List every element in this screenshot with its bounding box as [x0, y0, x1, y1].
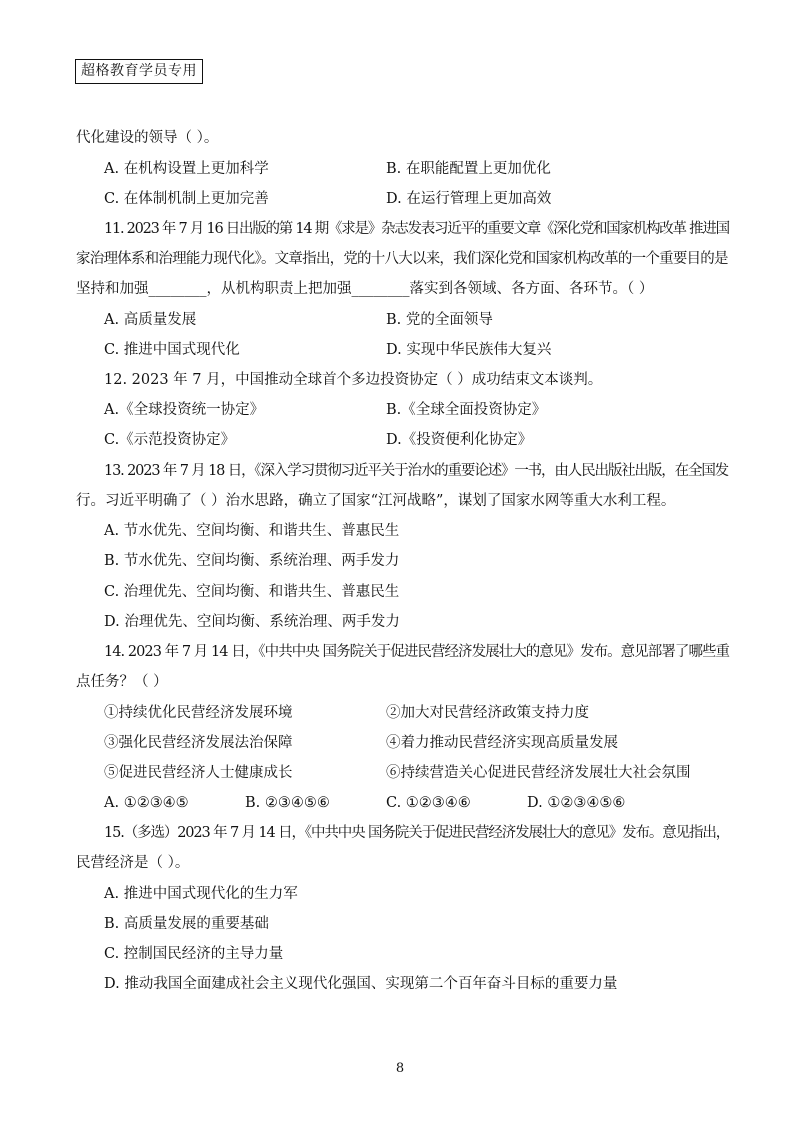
q14-item-4: ④着力推动民营经济实现高质量发展: [386, 735, 618, 751]
q10-option-b: B. 在职能配置上更加优化: [386, 161, 551, 177]
q11-option-a: A. 高质量发展: [104, 312, 197, 328]
q11-option-c: C. 推进中国式现代化: [104, 342, 240, 358]
q15-option-c: C. 控制国民经济的主导力量: [104, 946, 284, 962]
q14-option-c: C. ①②③④⑥: [386, 795, 471, 811]
q14-stem-line-2: 点任务？（ ）: [76, 674, 168, 690]
q14-item-6: ⑥持续营造关心促进民营经济发展壮大社会氛围: [386, 765, 691, 781]
q12-option-c: C.《示范投资协定》: [104, 432, 236, 448]
q14-option-d: D. ①②③④⑤⑥: [527, 795, 626, 811]
q14-option-b: B. ②③④⑤⑥: [245, 795, 330, 811]
q13-stem-line-2: 行。习近平明确了（ ）治水思路，确立了国家“江河战略”，谋划了国家水网等重大水利工程。: [76, 493, 676, 509]
q13-option-c: C. 治理优先、空间均衡、和谐共生、普惠民生: [104, 584, 400, 600]
q14-item-3: ③强化民营经济发展法治保障: [104, 735, 293, 751]
q12-stem: 12. 2023 年 7 月，中国推动全球首个多边投资协定（ ）成功结束文本谈判。: [104, 372, 603, 388]
q14-item-2: ②加大对民营经济政策支持力度: [386, 705, 589, 721]
q13-option-a: A. 节水优先、空间均衡、和谐共生、普惠民生: [104, 523, 400, 539]
q11-option-d: D. 实现中华民族伟大复兴: [386, 342, 552, 358]
q10-option-d: D. 在运行管理上更加高效: [386, 191, 552, 207]
q15-stem-line-1: 15.（多选）2023 年 7 月 14 日，《中共中央 国务院关于促进民营经济发展壮大的意见》发布。意见指出，: [104, 825, 730, 841]
q14-item-5: ⑤促进民营经济人士健康成长: [104, 765, 293, 781]
q15-option-b: B. 高质量发展的重要基础: [104, 916, 269, 932]
q15-option-a: A. 推进中国式现代化的生力军: [104, 886, 298, 902]
q10-option-c: C. 在体制机制上更加完善: [104, 191, 269, 207]
q11-stem-line-3: 坚持和加强________，从机构职责上把加强________落实到各领域、各方面、各环节。（ ）: [76, 281, 654, 297]
q12-option-d: D.《投资便利化协定》: [386, 432, 533, 448]
q11-stem-line-2: 家治理体系和治理能力现代化》。文章指出，党的十八大以来，我们深化党和国家机构改革的一个重要目的是: [76, 251, 728, 267]
watermark-stamp: 超格教育学员专用: [75, 59, 203, 84]
q15-option-d: D. 推动我国全面建成社会主义现代化强国、实现第二个百年奋斗目标的重要力量: [104, 976, 618, 992]
question-10-continuation: 代化建设的领导（ ）。: [76, 130, 219, 146]
q13-option-d: D. 治理优先、空间均衡、系统治理、两手发力: [104, 614, 400, 630]
q11-stem-line-1: 11. 2023 年 7 月 16 日出版的第 14 期《求是》杂志发表习近平的重要文章《深化党和国家机构改革 推进国: [104, 221, 729, 237]
q14-item-1: ①持续优化民营经济发展环境: [104, 705, 293, 721]
q13-stem-line-1: 13. 2023 年 7 月 18 日，《深入学习贯彻习近平关于治水的重要论述》一书，由人民出版社出版，在全国发: [104, 463, 729, 479]
q14-stem-line-1: 14. 2023 年 7 月 14 日，《中共中央 国务院关于促进民营经济发展壮大的意见》发布。意见部署了哪些重: [104, 644, 730, 660]
q15-stem-line-2: 民营经济是（ ）。: [76, 855, 190, 871]
q11-option-b: B. 党的全面领导: [386, 312, 493, 328]
q12-option-a: A.《全球投资统一协定》: [104, 402, 265, 418]
q10-option-a: A. 在机构设置上更加科学: [104, 161, 269, 177]
q13-option-b: B. 节水优先、空间均衡、系统治理、两手发力: [104, 553, 400, 569]
q12-option-b: B.《全球全面投资协定》: [386, 402, 547, 418]
q14-option-a: A. ①②③④⑤: [104, 795, 189, 811]
page-number: 8: [395, 1061, 405, 1076]
